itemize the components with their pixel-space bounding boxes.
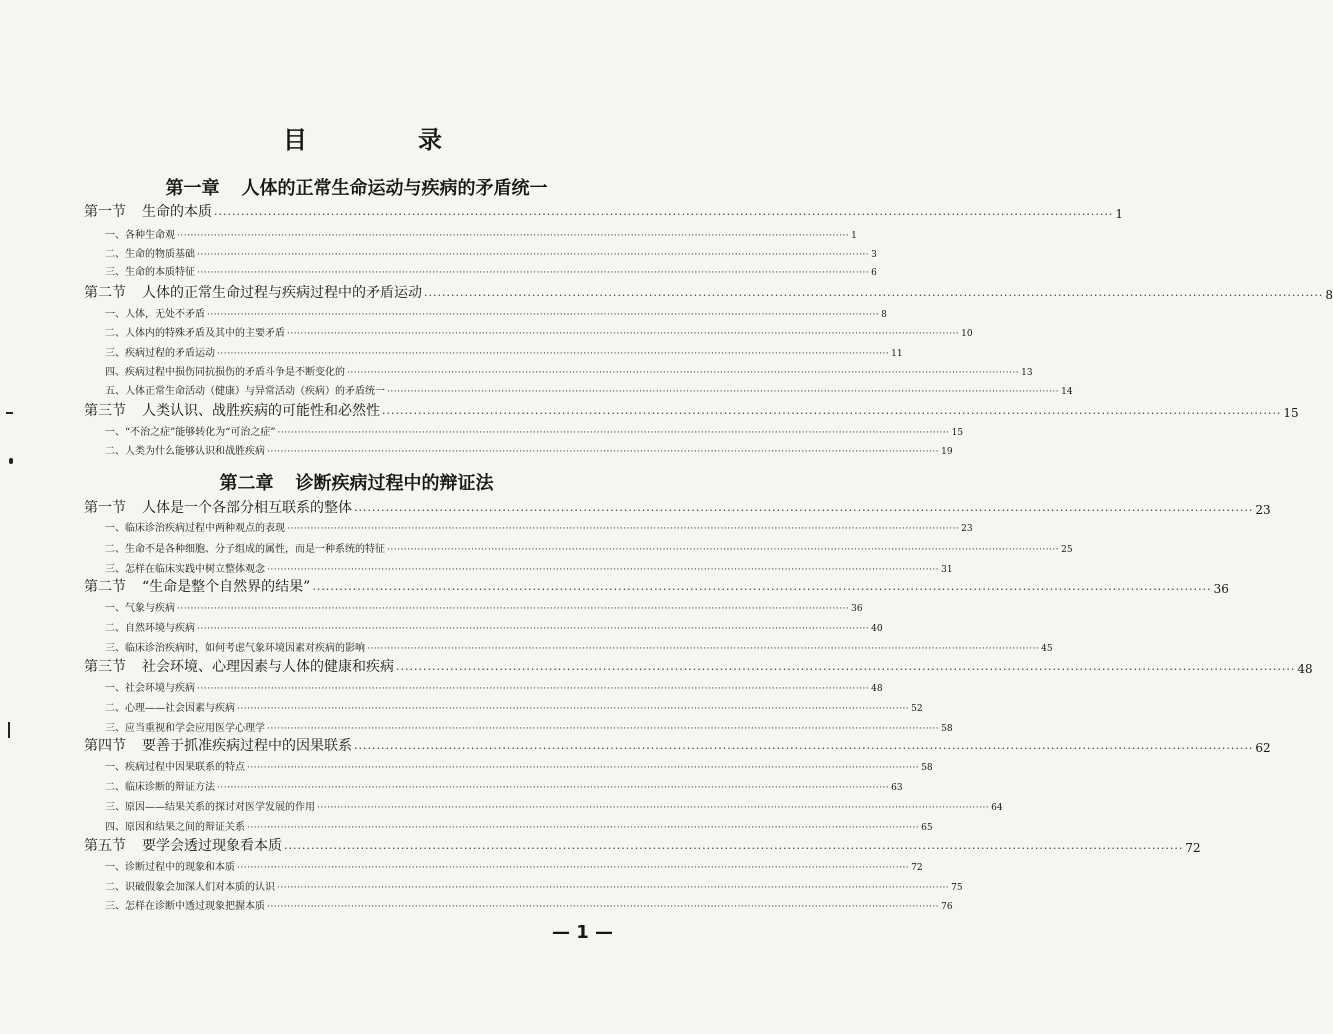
item-text: 一、疾病过程中因果联系的特点 [105, 762, 245, 773]
dot-leader: ········································································································································································································ [197, 684, 870, 694]
item-text: 二、临床诊断的辩证方法 [105, 782, 215, 793]
dot-leader: ········································································································································································································ [424, 289, 1324, 302]
page-number-ref: 25 [1061, 545, 1073, 555]
page-number-ref: 1 [851, 231, 857, 241]
page-number-ref: 13 [1021, 368, 1033, 378]
dot-leader: ········································································································································································································ [267, 724, 940, 734]
toc-item [105, 246, 877, 260]
dot-leader: ········································································································································································································ [214, 208, 1114, 221]
dot-leader: ········································································································································································································ [312, 583, 1212, 596]
item-text: 三、临床诊治疾病时，如何考虑气象环境因素对疾病的影响 [105, 643, 365, 654]
dot-leader: ········································································································································································································ [207, 310, 880, 320]
dot-leader: ········································································································································································································ [367, 644, 1040, 654]
toc-item [105, 383, 1073, 397]
toc-item [105, 620, 883, 634]
dot-leader: ········································································································································································································ [354, 742, 1254, 755]
title-char-2: 录 [418, 126, 442, 154]
toc-item [105, 879, 963, 893]
page-number-ref: 1 [1115, 207, 1123, 221]
dot-leader: ········································································································································································································ [317, 803, 990, 813]
page-number-ref: 11 [891, 349, 903, 359]
section-title: “生命是整个自然界的结果” [142, 579, 311, 595]
section-number: 第四节 [84, 738, 126, 754]
page-number-ref: 6 [871, 268, 877, 278]
page-number-ref: 52 [911, 704, 923, 714]
page-number-ref: 36 [851, 604, 863, 614]
dot-leader: ········································································································································································································ [267, 902, 940, 912]
chapter-number: 第一章 [165, 178, 220, 199]
dot-leader: ········································································································································································································ [267, 565, 940, 575]
section-number: 第五节 [84, 838, 126, 854]
page-number-ref: 8 [881, 310, 887, 320]
item-text: 二、生命的物质基础 [105, 249, 195, 260]
dot-leader: ········································································································································································································ [177, 604, 850, 614]
toc-item [105, 819, 933, 833]
dot-leader: ········································································································································································································ [284, 842, 1184, 855]
item-text: 四、原因和结果之间的辩证关系 [105, 822, 245, 833]
page-number-ref: 19 [941, 447, 953, 457]
toc-section [84, 203, 1123, 221]
page-number-ref: 23 [961, 524, 973, 534]
dot-leader: ········································································································································································································ [287, 329, 960, 339]
toc-item [105, 541, 1073, 555]
item-text: 一、社会环境与疾病 [105, 683, 195, 694]
item-text: 一、气象与疾病 [105, 603, 175, 614]
toc-item [105, 600, 863, 614]
page-number-ref: 31 [941, 565, 953, 575]
page-number-ref: 40 [871, 624, 883, 634]
dot-leader: ········································································································································································································ [387, 387, 1060, 397]
item-text: 二、人体内的特殊矛盾及其中的主要矛盾 [105, 328, 285, 339]
page-number-ref: 14 [1061, 387, 1073, 397]
toc-section [84, 284, 1333, 302]
section-number: 第一节 [84, 500, 126, 516]
toc-item [105, 561, 953, 575]
toc-item [105, 227, 857, 241]
toc-item [105, 859, 923, 873]
dot-leader: ········································································································································································································ [277, 428, 950, 438]
item-text: 三、生命的本质特征 [105, 267, 195, 278]
item-text: 一、各种生命观 [105, 230, 175, 241]
item-text: 五、人体正常生命活动（健康）与异常活动（疾病）的矛盾统一 [105, 386, 385, 397]
dot-leader: ········································································································································································································ [354, 504, 1254, 517]
toc-item [105, 264, 877, 278]
toc-item [105, 700, 923, 714]
dot-leader: ········································································································································································································ [382, 407, 1282, 420]
page-number-ref: 23 [1255, 503, 1271, 517]
toc-item [105, 680, 883, 694]
page-number-ref: 76 [941, 902, 953, 912]
dot-leader: ········································································································································································································ [237, 863, 910, 873]
page-number-ref: 45 [1041, 644, 1053, 654]
page-number-ref: 63 [891, 783, 903, 793]
item-text: 一、诊断过程中的现象和本质 [105, 862, 235, 873]
section-number: 第二节 [84, 579, 126, 595]
item-text: 三、应当重视和学会应用医学心理学 [105, 723, 265, 734]
dot-leader: ········································································································································································································ [287, 524, 960, 534]
chapter-heading-2 [0, 469, 713, 495]
chapter-title: 诊断疾病过程中的辩证法 [295, 473, 494, 494]
dot-leader: ········································································································································································································ [277, 883, 950, 893]
item-text: 三、原因——结果关系的探讨对医学发展的作用 [105, 802, 315, 813]
section-number: 第一节 [84, 204, 126, 220]
dot-leader: ········································································································································································································ [197, 250, 870, 260]
item-text: 三、疾病过程的矛盾运动 [105, 348, 215, 359]
section-title: 人体是一个各部分相互联系的整体 [142, 500, 352, 516]
item-text: 四、疾病过程中损伤同抗损伤的矛盾斗争是不断变化的 [105, 367, 345, 378]
dot-leader: ········································································································································································································ [247, 823, 920, 833]
dot-leader: ········································································································································································································ [217, 783, 890, 793]
toc-item [105, 898, 953, 912]
dot-leader: ········································································································································································································ [177, 231, 850, 241]
page-number-ref: 75 [951, 883, 963, 893]
dot-leader: ········································································································································································································ [267, 447, 940, 457]
page-number-ref: 36 [1213, 582, 1229, 596]
section-title: 要学会透过现象看本质 [142, 838, 282, 854]
page-number-ref: 58 [921, 763, 933, 773]
dot-leader: ········································································································································································································ [347, 368, 1020, 378]
item-text: 二、心理——社会因素与疾病 [105, 703, 235, 714]
section-title: 人类认识、战胜疾病的可能性和必然性 [142, 403, 380, 419]
toc-item [105, 799, 1003, 813]
title-char-1: 目 [283, 126, 307, 154]
chapter-heading-1 [0, 174, 713, 200]
item-text: 三、怎样在临床实践中树立整体观念 [105, 564, 265, 575]
toc-item [105, 306, 887, 320]
toc-item [105, 640, 1053, 654]
toc-item [105, 325, 973, 339]
item-text: 一、人体，无处不矛盾 [105, 309, 205, 320]
section-title: 人体的正常生命过程与疾病过程中的矛盾运动 [142, 285, 422, 301]
toc-item [105, 345, 903, 359]
section-number: 第三节 [84, 403, 126, 419]
page-number-ref: 15 [1283, 406, 1299, 420]
dot-leader: ········································································································································································································ [387, 545, 1060, 555]
section-title: 要善于抓准疾病过程中的因果联系 [142, 738, 352, 754]
section-number: 第三节 [84, 659, 126, 675]
section-number: 第二节 [84, 285, 126, 301]
dot-leader: ········································································································································································································ [247, 763, 920, 773]
toc-section [84, 578, 1229, 596]
chapter-number: 第二章 [219, 473, 274, 494]
toc-section [84, 499, 1271, 517]
page-number-ref: 48 [871, 684, 883, 694]
scan-mark [8, 722, 10, 738]
dot-leader: ········································································································································································································ [396, 663, 1296, 676]
toc-section [84, 837, 1201, 855]
toc-section [84, 658, 1313, 676]
page-number-ref: 72 [911, 863, 923, 873]
toc-item [105, 720, 953, 734]
item-text: 三、怎样在诊断中透过现象把握本质 [105, 901, 265, 912]
item-text: 二、自然环境与疾病 [105, 623, 195, 634]
section-title: 生命的本质 [142, 204, 212, 220]
item-text: 一、临床诊治疾病过程中两种观点的表现 [105, 523, 285, 534]
page-number-ref: 8 [1325, 288, 1333, 302]
page-number-ref: 58 [941, 724, 953, 734]
dot-leader: ········································································································································································································ [197, 624, 870, 634]
toc-item [105, 759, 933, 773]
page-number-ref: 64 [991, 803, 1003, 813]
dot-leader: ········································································································································································································ [237, 704, 910, 714]
toc-section [84, 402, 1299, 420]
page-number-ref: 10 [961, 329, 973, 339]
page-number-ref: 62 [1255, 741, 1271, 755]
dot-leader: ········································································································································································································ [217, 349, 890, 359]
chapter-title: 人体的正常生命运动与疾病的矛盾统一 [241, 178, 548, 199]
toc-item [105, 364, 1033, 378]
scan-mark [9, 458, 13, 464]
item-text: 一、“不治之症”能够转化为“可治之症” [105, 427, 276, 438]
page-number-ref: 15 [951, 428, 964, 438]
page-footer-number: — 1 — [552, 922, 614, 943]
toc-item [105, 779, 903, 793]
page-number-ref: 65 [921, 823, 933, 833]
page-title [0, 120, 713, 152]
page-number-ref: 48 [1297, 662, 1313, 676]
item-text: 二、生命不是各种细胞、分子组成的属性，而是一种系统的特征 [105, 544, 385, 555]
page-number-ref: 3 [871, 250, 877, 260]
dot-leader: ········································································································································································································ [197, 268, 870, 278]
section-title: 社会环境、心理因素与人体的健康和疾病 [142, 659, 394, 675]
scan-mark [6, 412, 13, 414]
toc-item [105, 424, 964, 438]
page-number-ref: 72 [1185, 841, 1201, 855]
item-text: 二、人类为什么能够认识和战胜疾病 [105, 446, 265, 457]
item-text: 二、识破假象会加深人们对本质的认识 [105, 882, 275, 893]
toc-item [105, 520, 973, 534]
toc-section [84, 737, 1271, 755]
toc-item [105, 443, 953, 457]
